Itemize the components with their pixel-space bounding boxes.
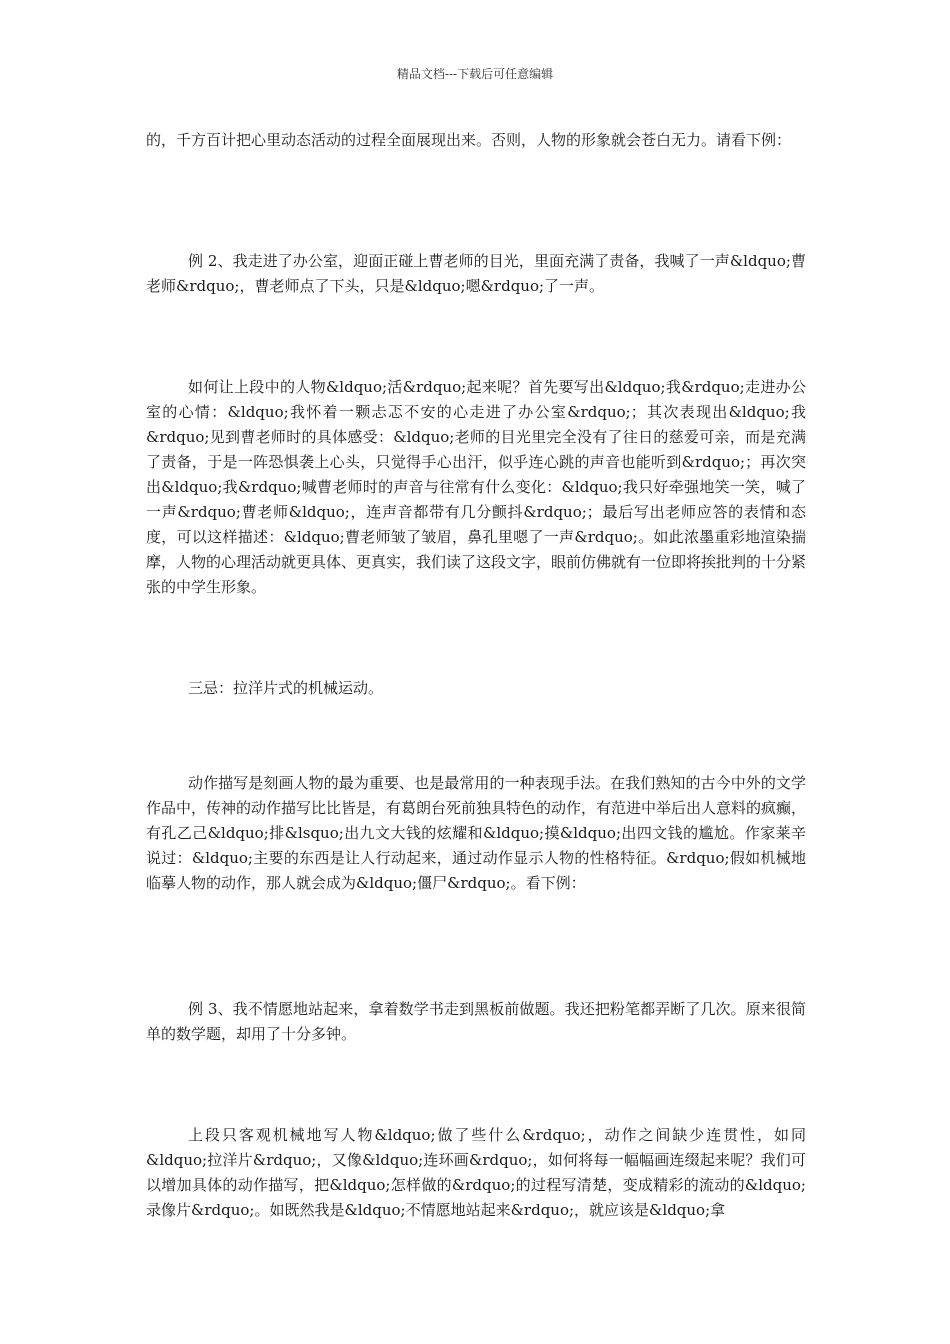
- paragraph-analysis-1: 如何让上段中的人物&ldquo;活&rdquo;起来呢？首先要写出&ldquo;我&rdquo;走进办公室的心情：&ldquo;我怀着一颗忐忑不安的心走进了办公室&rdquo;；其次表现出&ldquo;我&rdquo;见到曹老师时的具体感受：&ldquo;老师的目光里完全没有了往日的慈爱可亲，而是充满了责备，于是一阵恐惧袭上心头，只觉得手心出汗，似乎连心跳的声音也能听到&rdquo;；再次突出&ldquo;我&rdquo;喊曹老师时的声音与往常有什么变化：&ldquo;我只好牵强地笑一笑，喊了一声&rdquo;曹老师&ldquo;，连声音都带有几分颤抖&rdquo;；最后写出老师应答的表情和态度，可以这样描述：&ldquo;曹老师皱了皱眉，鼻孔里嗯了一声&rdquo;。如此浓墨重彩地渲染揣摩，人物的心理活动就更具体、更真实，我们读了这段文字，眼前仿佛就有一位即将挨批判的十分紧张的中学生形象。: [146, 378, 807, 596]
- page-header: 精品文档---下载后可任意编辑: [396, 67, 554, 81]
- paragraph-analysis-2: 上段只客观机械地写人物&ldquo;做了些什么&rdquo;，动作之间缺少连贯性，如同&ldquo;拉洋片&rdquo;，又像&ldquo;连环画&rdquo;，如何将每一幅幅画连缀起来呢？我们可以增加具体的动作描写，把&ldquo;怎样做的&rdquo;的过程写清楚，变成精彩的流动的&ldquo;录像片&rdquo;。如既然我是&ldquo;不情愿地站起来&rdquo;，就应该是&ldquo;拿: [146, 1126, 806, 1219]
- paragraph-example-2: 例 2、我走进了办公室，迎面正碰上曹老师的目光，里面充满了责备，我喊了一声&ldquo;曹老师&rdquo;，曹老师点了下头，只是&ldquo;嗯&rdquo;了一声。: [146, 252, 806, 295]
- paragraph-example-3: 例 3、我不情愿地站起来，拿着数学书走到黑板前做题。我还把粉笔都弄断了几次。原来很简单的数学题，却用了十分多钟。: [146, 1000, 806, 1043]
- paragraph-action-description: 动作描写是刻画人物的最为重要、也是最常用的一种表现手法。在我们熟知的古今中外的文学作品中，传神的动作描写比比皆是，有葛朗台死前独具特色的动作，有范进中举后出人意料的疯癫，有孔乙己&ldquo;排&lsquo;出九文大钱的炫耀和&ldquo;摸&ldquo;出四文钱的尴尬。作家莱辛说过：&ldquo;主要的东西是让人行动起来，通过动作显示人物的性格特征。&rdquo;假如机械地临摹人物的动作，那人就会成为&ldquo;僵尸&rdquo;。看下例：: [146, 774, 807, 892]
- section-heading-three: 三忌：拉洋片式的机械运动。: [188, 679, 384, 697]
- paragraph-continuation: 的，千方百计把心里动态活动的过程全面展现出来。否则，人物的形象就会苍白无力。请看下例：: [146, 131, 792, 149]
